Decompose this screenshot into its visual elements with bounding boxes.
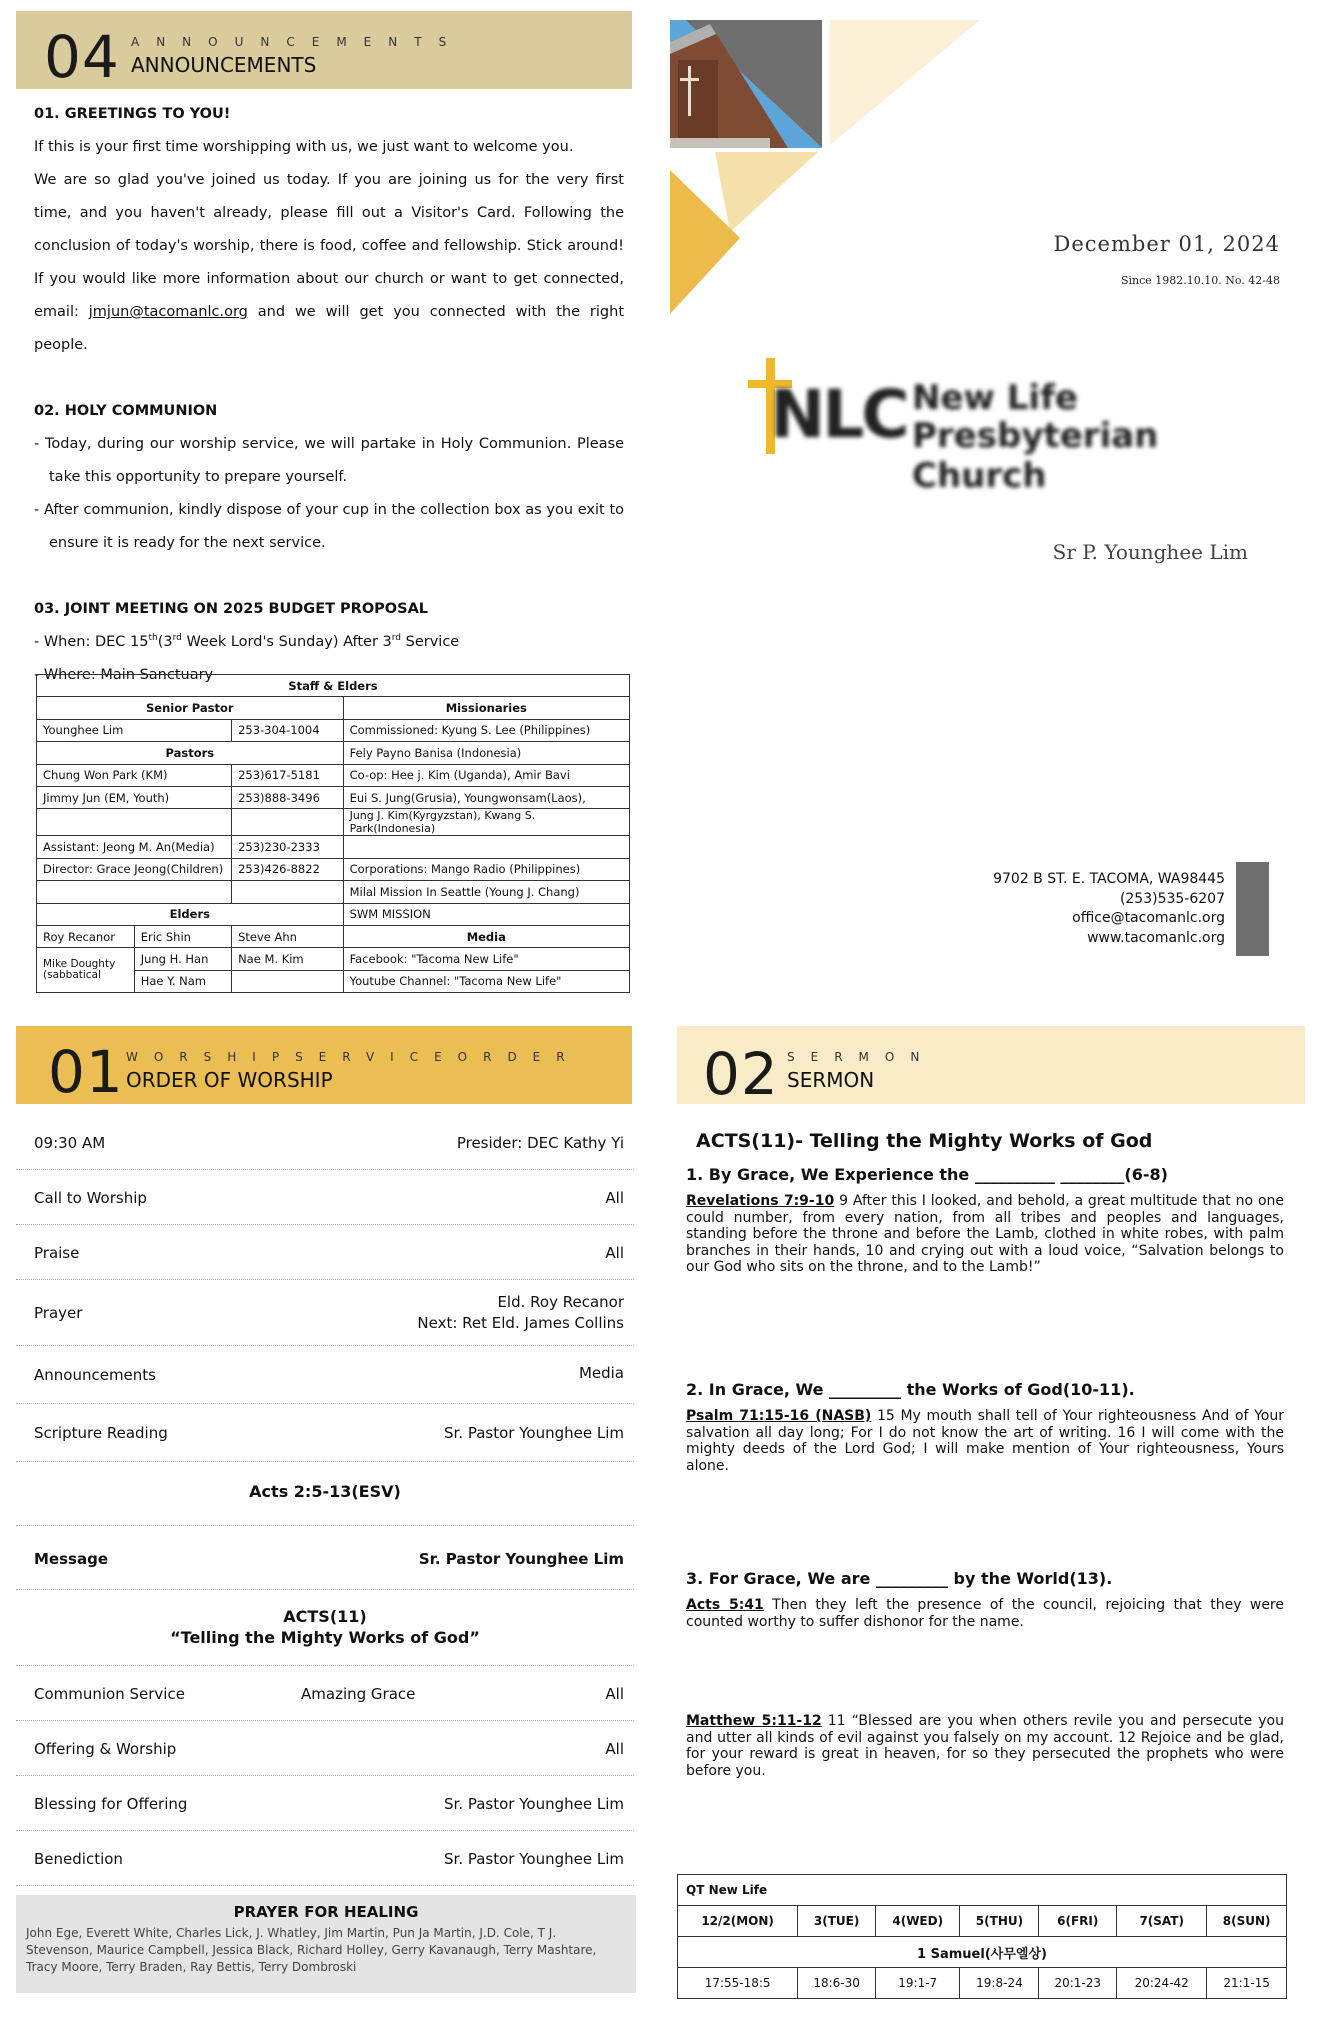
worship-row — [16, 1590, 634, 1666]
sermon-passage-3: Acts 5:41 Then they left the presence of the council, rejoicing that they were counted worthy to suffer dishonor for the name. — [686, 1597, 1284, 1630]
qt-title: QT New Life — [678, 1875, 1287, 1906]
worship-item: Message — [34, 1550, 108, 1568]
worship-item: Benediction — [34, 1850, 123, 1868]
qt-passage: 19:8-24 — [960, 1968, 1039, 1999]
qt-day: 6(FRI) — [1039, 1906, 1117, 1937]
worship-leader: Sr. Pastor Younghee Lim — [444, 1850, 624, 1868]
qt-schedule-table — [677, 1874, 1287, 1999]
worship-row — [16, 1462, 634, 1526]
church-logo — [748, 358, 1248, 496]
worship-header — [16, 1026, 632, 1104]
worship-row — [16, 1225, 634, 1280]
staff-cell: 253-304-1004 — [232, 719, 344, 741]
section-title: ORDER OF WORSHIP — [126, 1068, 333, 1092]
qt-passage: 18:6-30 — [798, 1968, 876, 1999]
worship-leader: Sr. Pastor Younghee Lim — [444, 1795, 624, 1813]
sermon-title: ACTS(11)- Telling the Mighty Works of God — [696, 1130, 1153, 1152]
staff-cell: Jung H. Han — [134, 948, 231, 970]
staff-cell — [37, 881, 232, 903]
worship-item: Communion Service — [34, 1685, 185, 1703]
email-link[interactable]: jmjun@tacomanlc.org — [88, 304, 248, 320]
communion-song: Amazing Grace — [301, 1685, 416, 1703]
qt-passage: 17:55-18:5 — [678, 1968, 798, 1999]
staff-cell: Assistant: Jeong M. An(Media) — [37, 836, 232, 858]
pale-triangle-shape — [830, 20, 980, 145]
qt-day: 3(TUE) — [798, 1906, 876, 1937]
service-time: 09:30 AM — [34, 1134, 106, 1152]
section-title: ANNOUNCEMENTS — [131, 53, 317, 77]
staff-cell: Mike Doughty (sabbatical — [37, 948, 135, 993]
worship-leader: Media — [578, 1364, 624, 1382]
staff-cell: Younghee Lim — [37, 719, 232, 741]
senior-pastor-header: Senior Pastor — [37, 697, 344, 719]
worship-row — [16, 1280, 634, 1346]
worship-leader: All — [605, 1740, 624, 1758]
cover-graphic — [670, 20, 990, 320]
scripture-reference: Acts 2:5-13(ESV) — [249, 1482, 401, 1501]
staff-cell — [232, 970, 344, 992]
staff-cell: Jimmy Jun (EM, Youth) — [37, 786, 232, 808]
section-number: 01 — [48, 1038, 124, 1106]
staff-cell: Youtube Channel: "Tacoma New Life" — [343, 970, 629, 992]
elders-header: Elders — [37, 903, 344, 925]
announcements-header — [16, 11, 632, 89]
missionaries-header: Missionaries — [343, 697, 629, 719]
staff-cell: Roy Recanor — [37, 925, 135, 947]
media-header: Media — [343, 925, 629, 947]
section-title: SERMON — [787, 1068, 875, 1092]
worship-row — [16, 1666, 634, 1721]
bulletin-since: Since 1982.10.10. No. 42-48 — [1120, 274, 1280, 287]
staff-cell — [232, 881, 344, 903]
staff-cell: Nae M. Kim — [232, 948, 344, 970]
logo-line-1: New Life — [912, 378, 1078, 418]
worship-leader: Eld. Roy Recanor Next: Ret Eld. James Collins — [417, 1293, 624, 1332]
greetings-title: 01. GREETINGS TO YOU! — [34, 106, 231, 122]
qt-day: 4(WED) — [875, 1906, 960, 1937]
worship-item: Offering & Worship — [34, 1740, 177, 1758]
staff-cell: 253)888-3496 — [232, 786, 344, 808]
staff-cell: 253)617-5181 — [232, 764, 344, 786]
gray-accent-bar — [1236, 862, 1269, 956]
staff-cell: Milal Mission In Seattle (Young J. Chang) — [343, 881, 629, 903]
staff-cell: Fely Payno Banisa (Indonesia) — [343, 742, 629, 764]
worship-row — [16, 1831, 634, 1886]
worship-leader: All — [605, 1685, 624, 1703]
staff-cell: Eric Shin — [134, 925, 231, 947]
staff-cell: 253)426-8822 — [232, 858, 344, 880]
worship-leader: Sr. Pastor Younghee Lim — [444, 1424, 624, 1442]
staff-cell: SWM MISSION — [343, 903, 629, 925]
staff-cell: Hae Y. Nam — [134, 970, 231, 992]
qt-passage: 21:1-15 — [1207, 1968, 1287, 1999]
worship-row — [16, 1526, 634, 1590]
section-spaced-title: SERMON — [787, 1050, 936, 1064]
worship-row — [16, 1404, 634, 1462]
staff-cell: Eui S. Jung(Grusia), Youngwonsam(Laos), — [343, 786, 629, 808]
qt-day: 5(THU) — [960, 1906, 1039, 1937]
healing-names: John Ege, Everett White, Charles Lick, J. Whatley, Jim Martin, Pun Ja Martin, J.D. Cole, T J. Stevenson, Maurice Campbell, Jessica Black, Richard Holley, Gerry Kavanaugh, Terry Mashtare, Tracy Moore, Terry Braden, Ray Bettis, Terry Dombroski — [26, 1926, 597, 1974]
sermon-passage-4: Matthew 5:11-12 11 “Blessed are you when others revile you and persecute you and utter all kinds of evil against you falsely on my account. 12 Rejoice and be glad, for your reward is great in heaven, for so they persecuted the prophets who were before you. — [686, 1713, 1284, 1779]
qt-passage: 20:1-23 — [1039, 1968, 1117, 1999]
church-contact — [860, 870, 1225, 948]
prayer-for-healing-box — [16, 1895, 636, 1993]
worship-row — [16, 1346, 634, 1404]
healing-title: PRAYER FOR HEALING — [233, 1903, 419, 1921]
staff-cell: Commissioned: Kyung S. Lee (Philippines) — [343, 719, 629, 741]
staff-cell: Jung J. Kim(Kyrgyzstan), Kwang S. Park(Indonesia) — [343, 809, 629, 836]
sermon-point-2: 2. In Grace, We _________ the Works of God(10-11). — [686, 1380, 1135, 1399]
worship-row-time — [16, 1116, 634, 1170]
senior-pastor-name: Sr P. Younghee Lim — [1052, 540, 1248, 564]
worship-leader: Sr. Pastor Younghee Lim — [418, 1550, 624, 1568]
staff-cell: Steve Ahn — [232, 925, 344, 947]
sermon-header — [677, 1026, 1305, 1108]
worship-row — [16, 1776, 634, 1831]
staff-cell: Director: Grace Jeong(Children) — [37, 858, 232, 880]
logo-letters: NLC — [770, 376, 907, 453]
budget-meeting-when: - When: DEC 15th(3rd Week Lord's Sunday) After 3rd Service — [34, 633, 460, 650]
greetings-text-1: If this is your first time worshipping with us, we just want to welcome you. — [34, 139, 574, 155]
worship-item: Prayer — [34, 1304, 83, 1322]
pastors-header: Pastors — [37, 742, 344, 764]
staff-cell: Chung Won Park (KM) — [37, 764, 232, 786]
section-spaced-title: WORSHIPSERVICEORDER — [126, 1050, 581, 1064]
staff-elders-table — [36, 674, 630, 993]
qt-day: 7(SAT) — [1117, 1906, 1207, 1937]
sermon-point-3: 3. For Grace, We are _________ by the World(13). — [686, 1569, 1113, 1588]
light-triangle-shape — [715, 152, 818, 232]
logo-line-2: Presbyterian Church — [912, 416, 1159, 496]
worship-item: Praise — [34, 1244, 80, 1262]
announcements-body — [34, 98, 624, 692]
worship-leader: All — [605, 1244, 624, 1262]
section-number: 02 — [703, 1040, 779, 1108]
worship-row — [16, 1721, 634, 1776]
sermon-passage-2: Psalm 71:15-16 (NASB) 15 My mouth shall tell of Your righteousness And of Your salvation all day long; For I do not know the art of writing. 16 I will come with the mighty deeds of the Lord God; I will make mention of Your righteousness, Yours alone. — [686, 1408, 1285, 1474]
message-title: ACTS(11) “Telling the Mighty Works of God” — [170, 1607, 480, 1647]
worship-item: Scripture Reading — [34, 1424, 168, 1442]
bulletin-date: December 01, 2024 — [1053, 232, 1280, 256]
worship-leader: All — [605, 1189, 624, 1207]
staff-table-title: Staff & Elders — [37, 675, 630, 697]
staff-cell: Co-op: Hee j. Kim (Uganda), Amir Bavi — [343, 764, 629, 786]
section-number: 04 — [44, 23, 120, 91]
staff-cell: Facebook: "Tacoma New Life" — [343, 948, 629, 970]
budget-meeting-title: 03. JOINT MEETING ON 2025 BUDGET PROPOSAL — [34, 601, 429, 617]
church-address: 9702 B ST. E. TACOMA, WA98445 — [993, 871, 1225, 887]
sermon-passage-1: Revelations 7:9-10 9 After this I looked, and behold, a great multitude that no one could number, from every nation, from all tribes and peoples and languages, standing before the throne and before the Lamb, clothed in white robes, with palm branches in their hands, 10 and crying out with a loud voice, “Salvation belongs to our God who sits on the throne, and to the Lamb!” — [686, 1193, 1284, 1275]
communion-bullet-1: - Today, during our worship service, we will partake in Holy Communion. Please take this opportunity to prepare yourself. — [34, 436, 624, 485]
staff-cell — [343, 836, 629, 858]
communion-bullet-2: - After communion, kindly dispose of your cup in the collection box as you exit to ensure it is ready for the next service. — [34, 502, 624, 551]
staff-cell: 253)230-2333 — [232, 836, 344, 858]
staff-cell — [232, 809, 344, 836]
staff-cell: Corporations: Mango Radio (Philippines) — [343, 858, 629, 880]
qt-passage: 20:24-42 — [1117, 1968, 1207, 1999]
qt-day: 12/2(MON) — [678, 1906, 798, 1937]
budget-meeting-where: - Where: Main Sanctuary — [34, 667, 214, 683]
qt-passage: 19:1-7 — [875, 1968, 960, 1999]
qt-book: 1 Samuel(사무엘상) — [678, 1937, 1287, 1968]
church-email[interactable]: office@tacomanlc.org — [1072, 910, 1225, 926]
communion-title: 02. HOLY COMMUNION — [34, 403, 218, 419]
church-phone: (253)535-6207 — [1119, 890, 1225, 907]
church-website[interactable]: www.tacomanlc.org — [1087, 929, 1225, 946]
presider: Presider: DEC Kathy Yi — [456, 1134, 624, 1152]
worship-item: Call to Worship — [34, 1189, 147, 1207]
qt-day: 8(SUN) — [1207, 1906, 1287, 1937]
worship-item: Announcements — [34, 1366, 156, 1384]
sermon-point-1: 1. By Grace, We Experience the __________ ________(6-8) — [686, 1165, 1168, 1184]
staff-cell — [37, 809, 232, 836]
worship-item: Blessing for Offering — [34, 1795, 188, 1813]
greetings-text-2: We are so glad you've joined us today. If you are joining us for the very first time, and you haven't already, please fill out a Visitor's Card. Following the conclusion of today's worship, there is food, coffee and fellowship. Stick around! If you would like more information about our church or want to get connected, email: jmjun@tacomanlc.org and we will get you connected with the right people. — [34, 172, 625, 353]
section-spaced-title: ANNOUNCEMENTS — [131, 35, 464, 49]
worship-row — [16, 1170, 634, 1225]
